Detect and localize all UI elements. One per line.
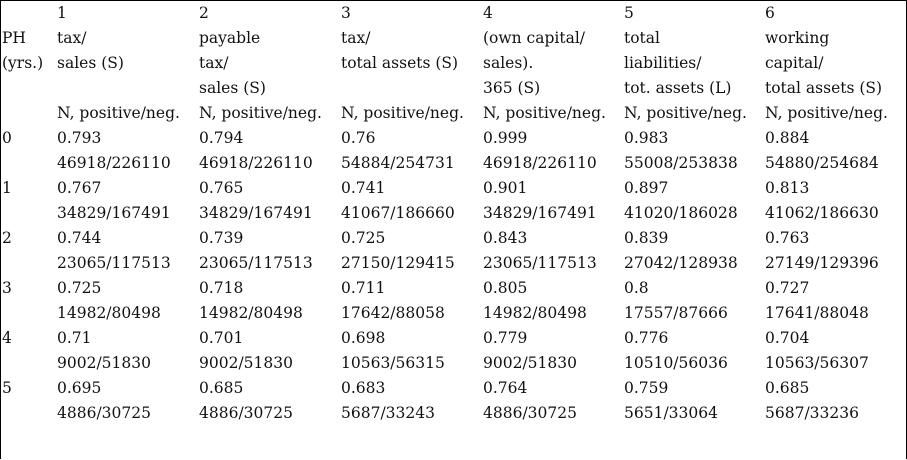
subheader-label: N, positive/neg.: [765, 104, 888, 122]
value-cell: 0.71: [57, 329, 92, 347]
value-cell: 0.793: [57, 129, 102, 147]
count-cell: 54880/254684: [765, 154, 879, 172]
value-cell: 0.767: [57, 179, 102, 197]
ph-cell: 4: [2, 329, 12, 347]
count-cell: 34829/167491: [199, 204, 313, 222]
count-cell: 34829/167491: [57, 204, 171, 222]
count-cell: 4886/30725: [199, 404, 293, 422]
header-label: sales (S): [199, 79, 266, 97]
results-table: [1, 1, 906, 426]
ph-cell: 0: [2, 129, 12, 147]
count-cell: 5651/33064: [624, 404, 718, 422]
count-cell: 17641/88048: [765, 304, 869, 322]
ph-cell: 2: [2, 229, 12, 247]
header-label: working: [765, 29, 830, 47]
ph-cell-blank: [1, 201, 57, 226]
ph-cell-blank: [1, 401, 57, 426]
count-row: [1, 251, 906, 276]
header-label: liabilities/: [624, 54, 702, 72]
value-cell: 0.805: [483, 279, 528, 297]
value-cell: 0.779: [483, 329, 528, 347]
results-table-body: [1, 1, 906, 426]
header-label: 365 (S): [483, 79, 541, 97]
count-row: [1, 301, 906, 326]
value-cell: 0.764: [483, 379, 528, 397]
value-cell: 0.765: [199, 179, 244, 197]
count-cell: 23065/117513: [57, 254, 171, 272]
header-cell-ph-blank: [1, 1, 57, 26]
count-cell: 14982/80498: [199, 304, 303, 322]
count-cell: 17642/88058: [341, 304, 445, 322]
value-cell: 0.685: [765, 379, 810, 397]
value-cell: 0.839: [624, 229, 669, 247]
header-cell-blank: [1, 76, 57, 101]
header-col-number: 1: [57, 4, 67, 22]
ph-cell-blank: [1, 251, 57, 276]
ph-cell-blank: [1, 151, 57, 176]
ph-cell: 1: [2, 179, 12, 197]
count-cell: 46918/226110: [57, 154, 171, 172]
ph-cell-blank: [1, 301, 57, 326]
header-col-number: 4: [483, 4, 493, 22]
ph-cell: 5: [2, 379, 12, 397]
value-row: [1, 326, 906, 351]
value-row: [1, 226, 906, 251]
count-row: [1, 401, 906, 426]
value-cell: 0.8: [624, 279, 649, 297]
value-cell: 0.704: [765, 329, 810, 347]
value-cell: 0.725: [57, 279, 102, 297]
value-cell: 0.794: [199, 129, 244, 147]
value-cell: 0.741: [341, 179, 386, 197]
header-col-number: 5: [624, 4, 634, 22]
value-cell: 0.683: [341, 379, 386, 397]
count-cell: 10563/56315: [341, 354, 445, 372]
header-label: tot. assets (L): [624, 79, 732, 97]
value-cell: 0.695: [57, 379, 102, 397]
count-cell: 14982/80498: [57, 304, 161, 322]
header-label: tax/: [57, 29, 87, 47]
value-cell: 0.763: [765, 229, 810, 247]
value-cell: 0.725: [341, 229, 386, 247]
header-label: capital/: [765, 54, 824, 72]
count-cell: 9002/51830: [199, 354, 293, 372]
count-cell: 9002/51830: [57, 354, 151, 372]
header-row-line-3: [1, 76, 906, 101]
header-ph-unit: (yrs.): [2, 54, 44, 72]
subheader-label: N, positive/neg.: [199, 104, 322, 122]
header-label: sales (S): [57, 54, 124, 72]
subheader-label: N, positive/neg.: [483, 104, 606, 122]
count-cell: 34829/167491: [483, 204, 597, 222]
ph-cell-blank: [1, 351, 57, 376]
header-label: payable: [199, 29, 261, 47]
count-cell: 10563/56307: [765, 354, 869, 372]
count-cell: 23065/117513: [199, 254, 313, 272]
count-cell: 5687/33236: [765, 404, 859, 422]
count-cell: 17557/87666: [624, 304, 728, 322]
subheader-label: N, positive/neg.: [624, 104, 747, 122]
count-cell: 23065/117513: [483, 254, 597, 272]
value-cell: 0.999: [483, 129, 528, 147]
header-row-line-2: [1, 51, 906, 76]
count-cell: 27149/129396: [765, 254, 879, 272]
subheader-label: N, positive/neg.: [341, 104, 464, 122]
count-cell: 46918/226110: [483, 154, 597, 172]
count-row: [1, 201, 906, 226]
value-cell: 0.718: [199, 279, 244, 297]
value-cell: 0.701: [199, 329, 244, 347]
count-cell: 9002/51830: [483, 354, 577, 372]
value-cell: 0.76: [341, 129, 376, 147]
count-cell: 41062/186630: [765, 204, 879, 222]
subheader-label: N, positive/neg.: [57, 104, 180, 122]
header-label: [341, 76, 483, 101]
header-label: (own capital/: [483, 29, 586, 47]
count-cell: 5687/33243: [341, 404, 435, 422]
value-row: [1, 276, 906, 301]
header-col-number: 6: [765, 4, 775, 22]
count-cell: 41067/186660: [341, 204, 455, 222]
value-cell: 0.843: [483, 229, 528, 247]
value-cell: 0.901: [483, 179, 528, 197]
value-cell: 0.744: [57, 229, 102, 247]
header-label: total assets (S): [765, 79, 883, 97]
value-cell: 0.698: [341, 329, 386, 347]
value-row: [1, 376, 906, 401]
count-cell: 10510/56036: [624, 354, 728, 372]
ph-cell: 3: [2, 279, 12, 297]
value-cell: 0.813: [765, 179, 810, 197]
header-ph-label: PH: [2, 29, 26, 47]
value-cell: 0.727: [765, 279, 810, 297]
value-cell: 0.759: [624, 379, 669, 397]
count-cell: 27042/128938: [624, 254, 738, 272]
value-row: [1, 126, 906, 151]
header-label: total: [624, 29, 660, 47]
count-cell: 14982/80498: [483, 304, 587, 322]
header-label: [57, 76, 199, 101]
count-cell: 4886/30725: [57, 404, 151, 422]
count-cell: 4886/30725: [483, 404, 577, 422]
value-cell: 0.897: [624, 179, 669, 197]
subheader-row: [1, 101, 906, 126]
header-row-line-1: [1, 26, 906, 51]
header-col-number: 3: [341, 4, 351, 22]
value-cell: 0.776: [624, 329, 669, 347]
value-cell: 0.983: [624, 129, 669, 147]
value-row: [1, 176, 906, 201]
value-cell: 0.711: [341, 279, 386, 297]
count-cell: 55008/253838: [624, 154, 738, 172]
header-col-number: 2: [199, 4, 209, 22]
value-cell: 0.739: [199, 229, 244, 247]
count-cell: 54884/254731: [341, 154, 455, 172]
header-label: total assets (S): [341, 54, 459, 72]
count-row: [1, 351, 906, 376]
header-label: tax/: [199, 54, 229, 72]
header-label: sales).: [483, 54, 534, 72]
count-cell: 41020/186028: [624, 204, 738, 222]
count-cell: 46918/226110: [199, 154, 313, 172]
count-row: [1, 151, 906, 176]
header-label: tax/: [341, 29, 371, 47]
value-cell: 0.685: [199, 379, 244, 397]
subheader-cell-blank: [1, 101, 57, 126]
header-row-numbers: [1, 1, 906, 26]
count-cell: 27150/129415: [341, 254, 455, 272]
value-cell: 0.884: [765, 129, 810, 147]
